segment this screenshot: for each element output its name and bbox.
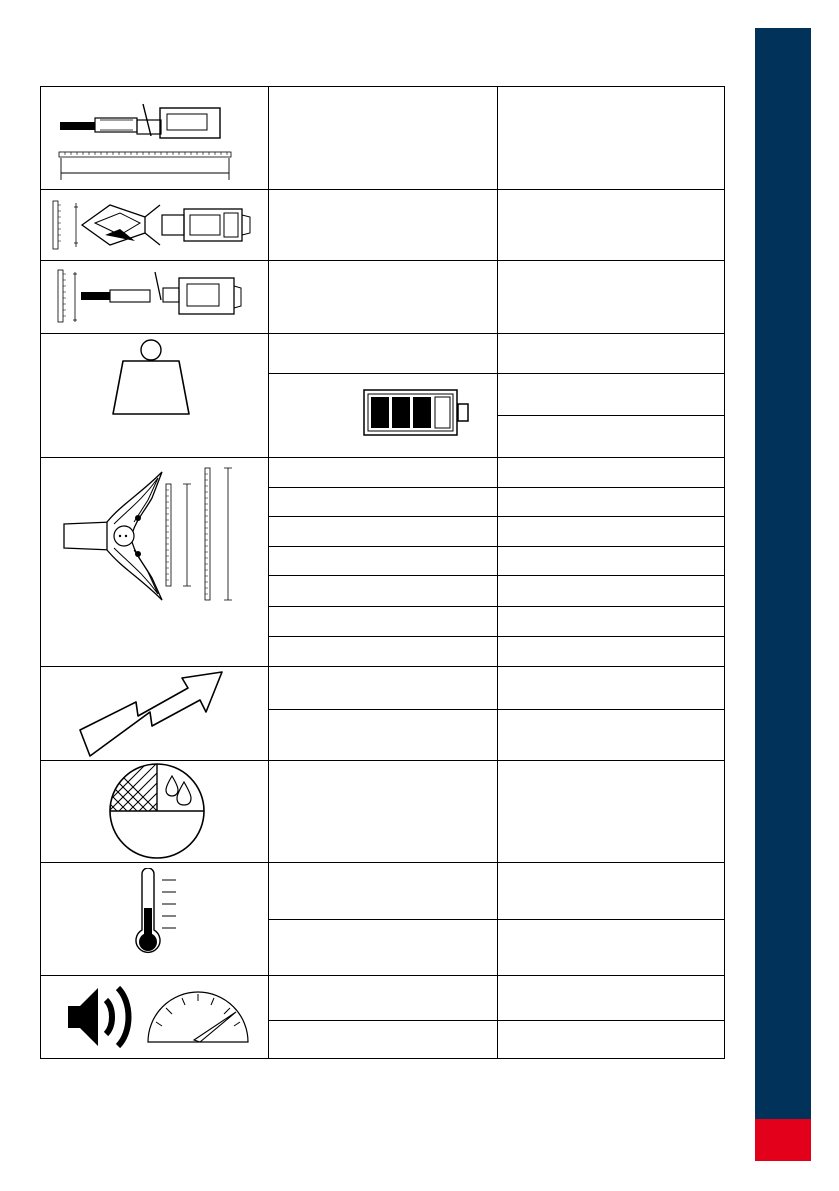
row-divider [40, 760, 725, 761]
row-divider [40, 260, 725, 261]
sub-row-divider [497, 415, 725, 416]
row-divider [40, 189, 725, 190]
tool-height-icon [55, 266, 245, 328]
sub-row-divider [268, 516, 725, 517]
row-divider [40, 862, 725, 863]
sub-row-divider [268, 606, 725, 607]
tool-length-icon [55, 96, 245, 186]
force-icon [76, 668, 226, 758]
row-divider [40, 457, 725, 458]
row-divider [40, 333, 725, 334]
sub-row-divider [268, 919, 725, 920]
column-divider [268, 86, 269, 1059]
sub-row-divider [268, 709, 725, 710]
opening-width-icon [62, 464, 242, 604]
sub-row-divider [268, 1020, 725, 1021]
sub-row-divider [268, 575, 725, 576]
temperature-icon [128, 868, 180, 960]
protection-rating-icon [108, 762, 206, 860]
sub-row-divider [268, 373, 725, 374]
row-divider [40, 666, 725, 667]
sub-row-divider [268, 546, 725, 547]
sub-row-divider [268, 487, 725, 488]
row-divider [40, 975, 725, 976]
battery-icon [363, 389, 475, 437]
sidebar-bar [755, 28, 811, 1161]
weight-icon [105, 338, 200, 418]
column-divider [497, 86, 498, 1059]
sub-row-divider [268, 636, 725, 637]
noise-level-icon [66, 978, 251, 1058]
tool-width-icon [50, 195, 260, 255]
section-tab [755, 1119, 811, 1161]
